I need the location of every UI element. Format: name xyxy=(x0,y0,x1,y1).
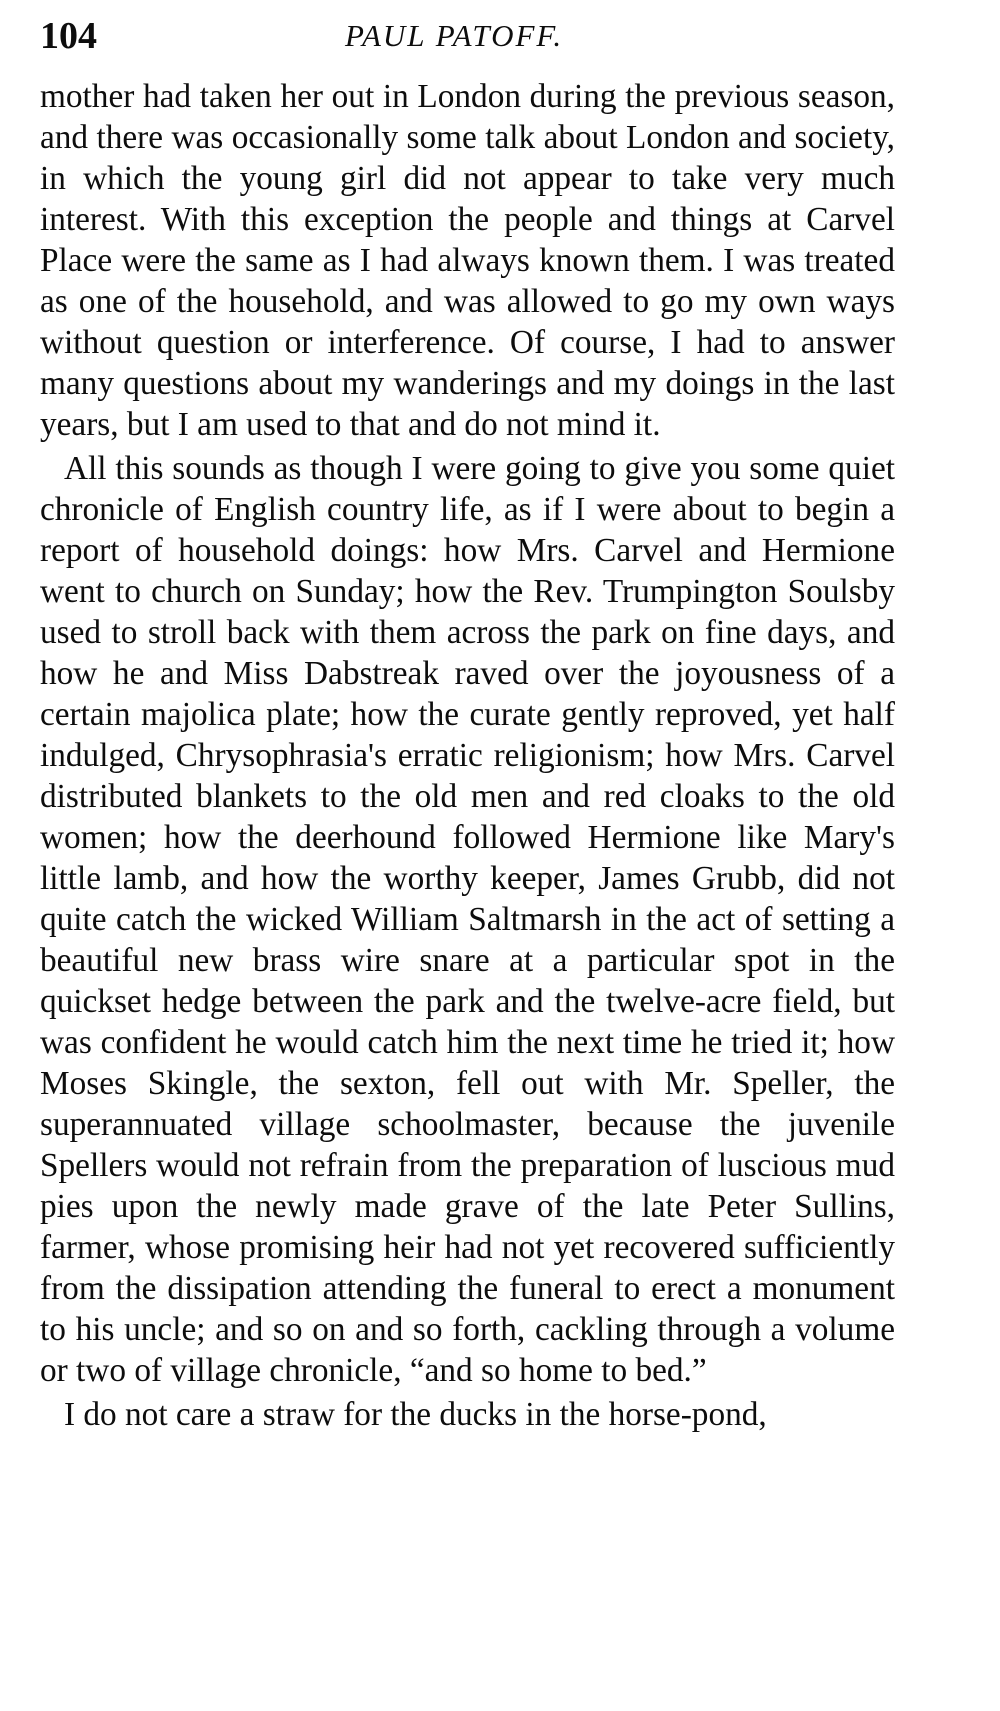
page-body xyxy=(40,76,895,1435)
page-number: 104 xyxy=(40,15,97,57)
paragraph-continued: mother had taken her out in London during the previous season, and there was occasionally some talk about London and society, in which the young girl did not appear to take very much interest. With this exception the people and things at Carvel Place were the same as I had always known them. I was treated as one of the household, and was allowed to go my own ways without question or interference. Of course, I had to answer many questions about my wanderings and my doings in the last years, but I am used to that and do not mind it. xyxy=(40,78,895,443)
paragraph: I do not care a straw for the ducks in the horse-pond, xyxy=(64,1396,767,1433)
paragraph: All this sounds as though I were going to give you some quiet chronicle of English country life, as if I were about to begin a report of household doings: how Mrs. Carvel and Hermione went to church on Sunday; how the Rev. Trumpington Soulsby used to stroll back with them across the park on fine days, and how he and Miss Dabstreak raved over the joyousness of a certain majolica plate; how the curate gently reproved, yet half indulged, Chrysophrasia's erratic religionism; how Mrs. Carvel distributed blankets to the old men and red cloaks to the old women; how the deerhound followed Hermione like Mary's little lamb, and how the worthy keeper, James Grubb, did not quite catch the wicked William Saltmarsh in the act of setting a beautiful new brass wire snare at a particular spot in the quickset hedge between the park and the twelve-acre field, but was confident he would catch him the next time he tried it; how Moses Skingle, the sexton, fell out with Mr. Speller, the superannuated village schoolmaster, because the juvenile Spellers would not refrain from the preparation of luscious mud pies upon the newly made grave of the late Peter Sullins, farmer, whose promising heir had not yet recovered sufficiently from the dissipation attending the funeral to erect a monument to his uncle; and so on and so forth, cackling through a volume or two of village chronicle, “and so home to bed.” xyxy=(40,450,895,1389)
running-title: PAUL PATOFF. xyxy=(345,18,564,53)
page-header xyxy=(40,14,940,64)
